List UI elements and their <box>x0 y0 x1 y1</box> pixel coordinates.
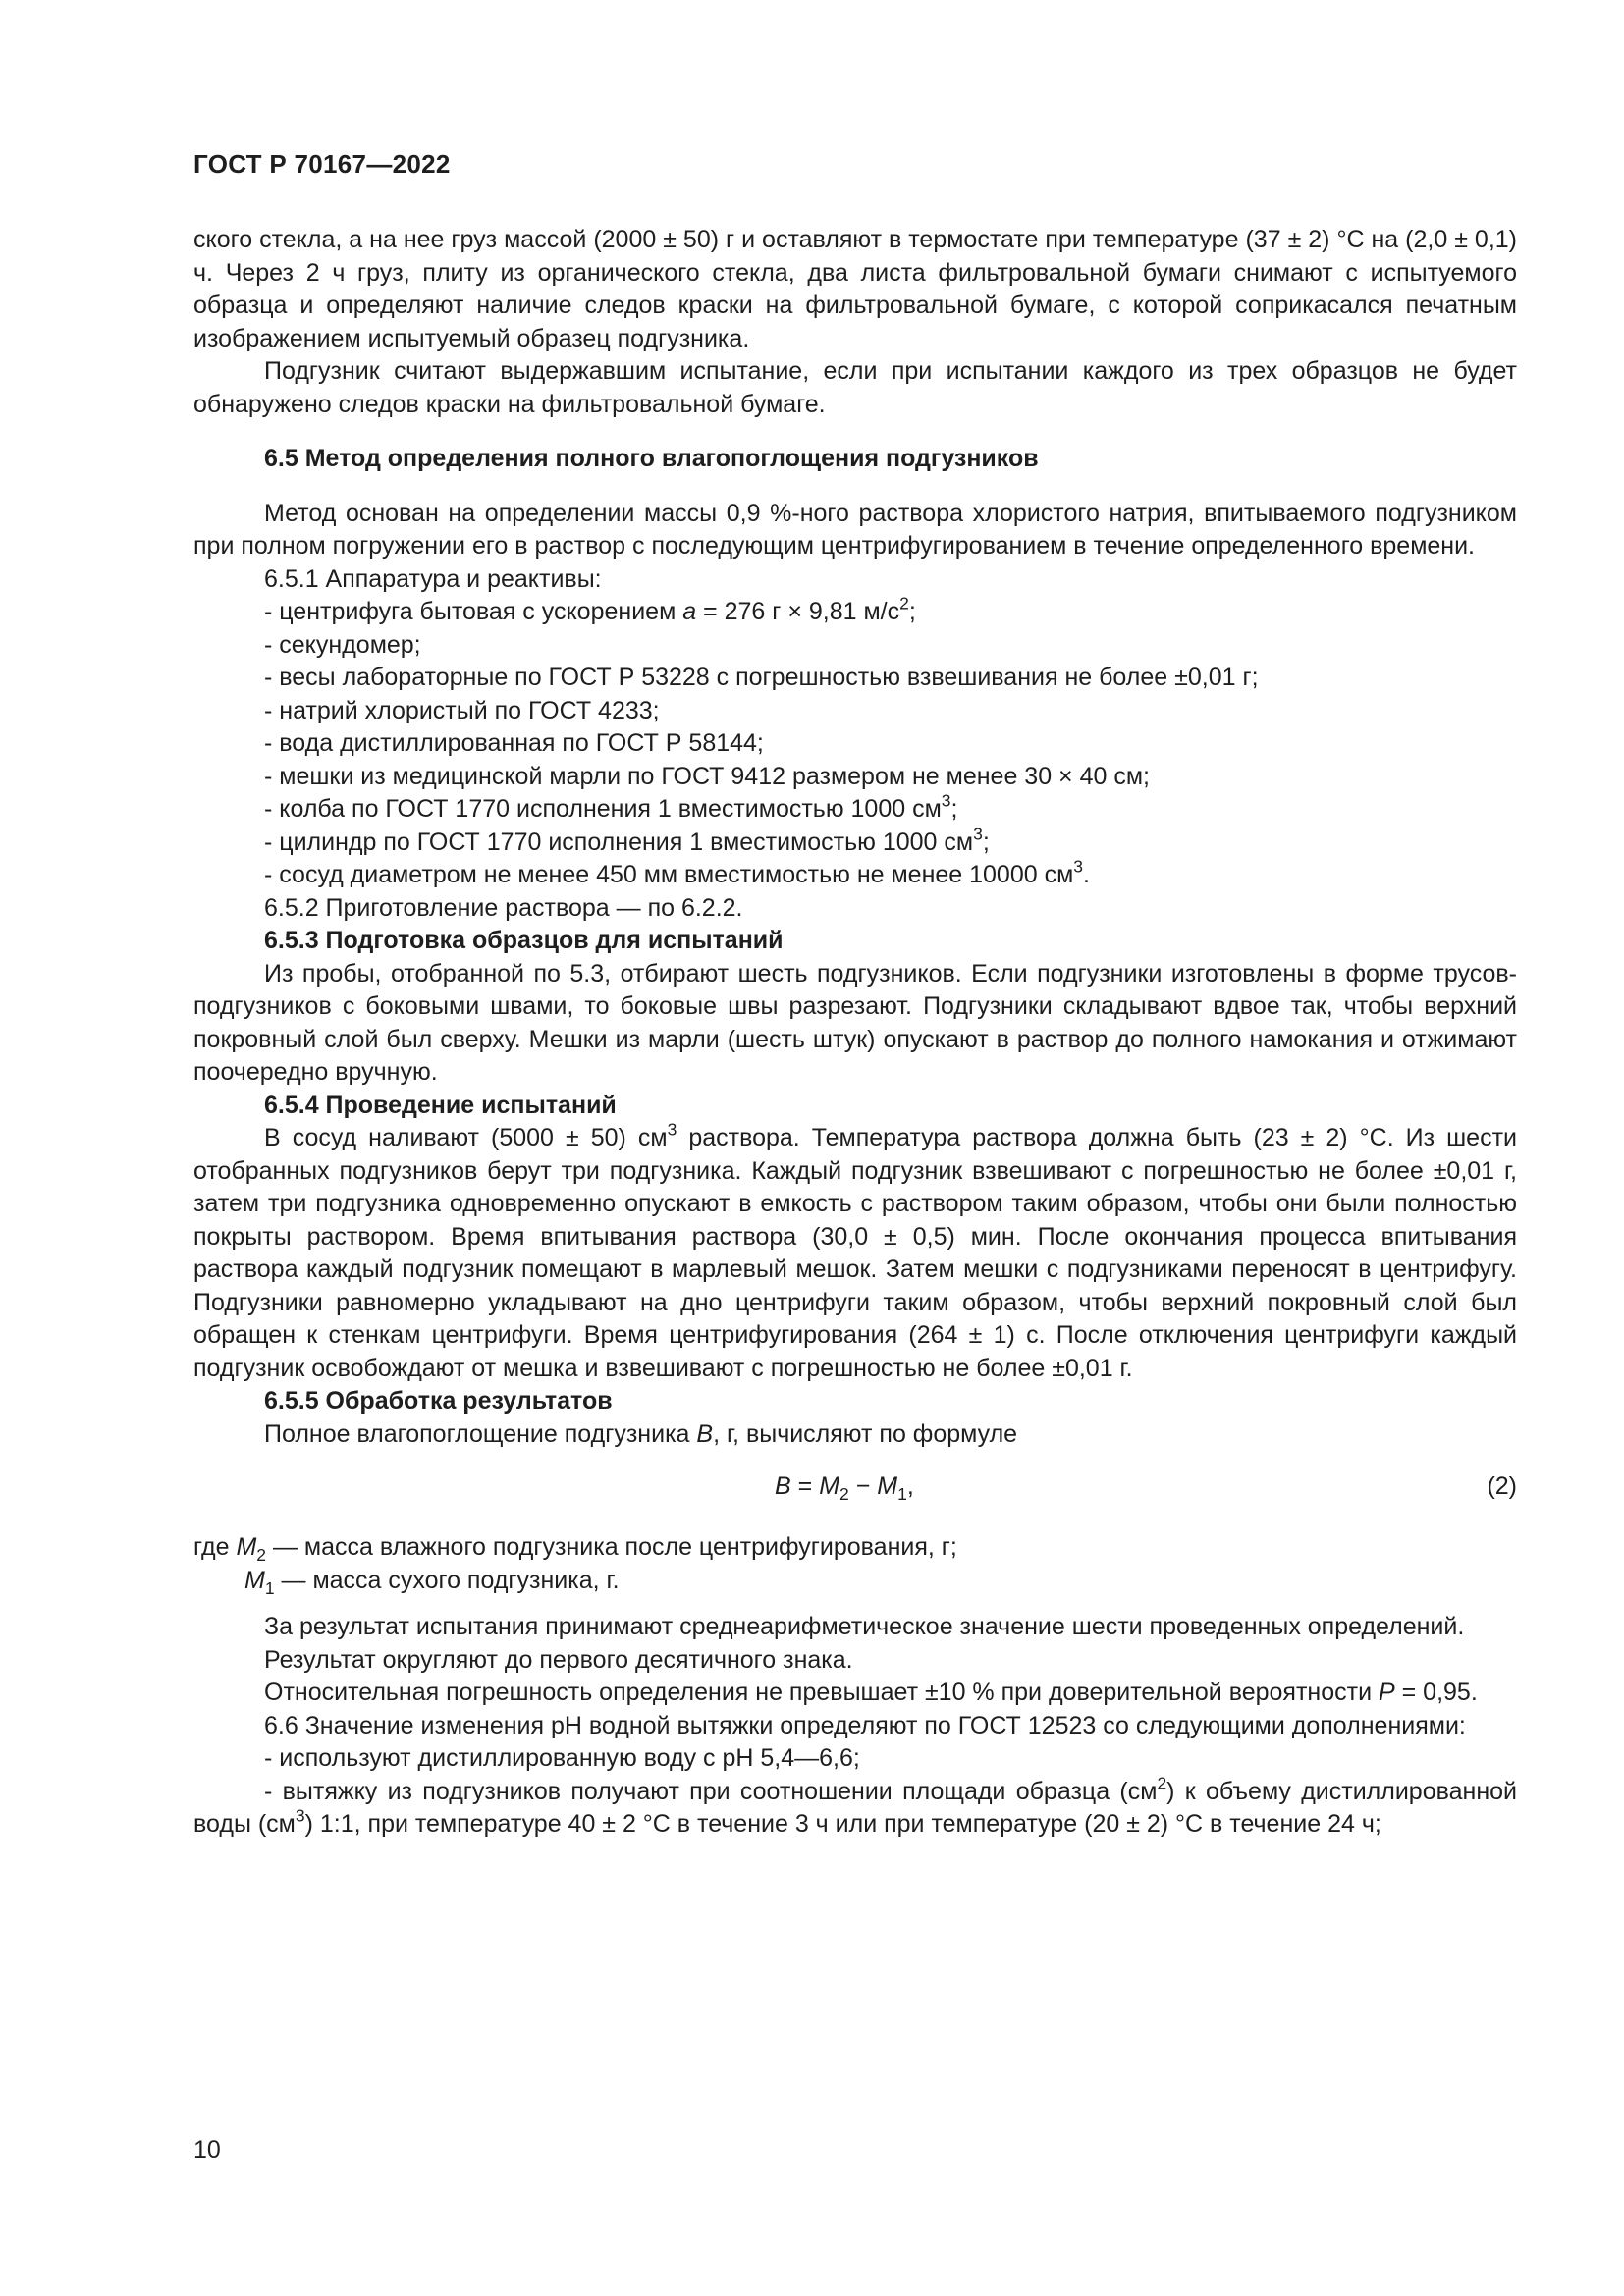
paragraph: Полное влагопоглощение подгузника B, г, вычисляют по формуле <box>264 1419 1018 1448</box>
subsection-6-5-1: 6.5.1 Аппаратура и реактивы: <box>264 564 602 593</box>
list-item: - вытяжку из подгузников получают при соотношении площади образца $(см^2)$ к объему дистиллированной воды $(см^3)$ 1:1, при температуре 40 ± 2 °C в течение 3 ч или при температуре (20 ± 2) °C в течение 24 ч; <box>193 1773 1517 1838</box>
formula <box>193 1467 1517 1520</box>
paragraph: ского стекла, а на нее груз массой (2000 ± 50) г и оставляют в термостате при температуре (37 ± 2) °C на (2,0 ± 0,1) ч. Через 2 ч груз, плиту из органического стекла, два листа фильтровальной бумаги снимают с испытуемого образца и определяют наличие следов краски на фильтровальной бумаге, с которой соприкасался печатным изображением испытуемый образец подгузника. <box>193 226 1517 352</box>
paragraph: Подгузник считают выдержавшим испытание, если при испытании каждого из трех образцов не будет обнаружено следов краски на фильтровальной бумаге. <box>193 357 1517 418</box>
document-header: ГОСТ Р 70167—2022 <box>193 149 451 179</box>
page-body <box>193 224 1517 1842</box>
list-item: - весы лабораторные по ГОСТ Р 53228 с погрешностью взвешивания не более ±0,01 г; <box>264 664 1259 691</box>
paragraph: В сосуд наливают (5000 ± 50) $см^3$ раствора. Температура раствора должна быть (23 ± 2) °C. Из шести отобранных подгузников берут три подгузника. Каждый подгузник взвешивают с погрешностью не более ±0,01 г, затем три подгузника одновременно опускают в емкость с раствором таким образом, чтобы они были полностью покрыты раствором. Время впитывания раствора (30,0 ± 0,5) мин. После окончания процесса впитывания раствора каждый подгузник помещают в марлевый мешок. Затем мешки с подгузниками переносят в центрифугу. Подгузники равномерно укладывают на дно центрифуги таким образом, чтобы верхний покровный слой был обращен к стенкам центрифуги. Время центрифугирования (264 ± 1) с. После отключения центрифуги каждый подгузник освобождают от мешка и взвешивают с погрешностью не более ±0,01 г. <box>193 1119 1517 1382</box>
list-item: - цилиндр по ГОСТ 1770 исполнения 1 вместимостью 1000 $см^3$; <box>264 824 990 856</box>
list-item: - центрифуга бытовая с ускорением a = 276 г × 9,81 $м/с^2$; <box>264 593 916 625</box>
formula-legend <box>193 1531 1517 1597</box>
formula-expression: $B = M_2 - M_1$, <box>775 1472 914 1505</box>
paragraph: Из пробы, отобранной по 5.3, отбирают шесть подгузников. Если подгузники изготовлены в форме трусов-подгузников с боковыми швами, то боковые швы разрезают. Подгузники складывают вдвое так, чтобы верхний покровный слой был сверху. Мешки из марли (шесть штук) опускают в раствор до полного намокания и отжимают поочередно вручную. <box>193 959 1517 1086</box>
legend-item: где $M_2$ — масса влажного подгузника после центрифугирования, г; <box>193 1533 957 1566</box>
list-item: - используют дистиллированную воду с pH 5,4—6,6; <box>264 1744 860 1772</box>
paragraph: Относительная погрешность определения не превышает ±10 % при доверительной вероятности P = 0,95. <box>264 1679 1478 1706</box>
subsection-heading-6-5-3: 6.5.3 Подготовка образцов для испытаний <box>264 927 784 954</box>
list-item: - вода дистиллированная по ГОСТ Р 58144; <box>264 729 764 757</box>
subsection-heading-6-5-4: 6.5.4 Проведение испытаний <box>264 1091 617 1119</box>
subsection-6-5-2: 6.5.2 Приготовление раствора — по 6.2.2. <box>264 893 743 922</box>
list-item: - натрий хлористый по ГОСТ 4233; <box>264 696 660 724</box>
section-6-6: 6.6 Значение изменения pH водной вытяжки определяют по ГОСТ 12523 со следующими дополнениями: <box>264 1711 1466 1739</box>
paragraph: Результат округляют до первого десятичного знака. <box>264 1645 853 1674</box>
subsection-heading-6-5-5: 6.5.5 Обработка результатов <box>264 1387 613 1415</box>
section-heading-6-5: 6.5 Метод определения полного влагопоглощения подгузников <box>264 445 1039 472</box>
list-item: - колба по ГОСТ 1770 исполнения 1 вместимостью 1000 $см^3$; <box>264 790 958 823</box>
legend-item: $M_1$ — масса сухого подгузника, г. <box>244 1566 620 1598</box>
paragraph: За результат испытания принимают среднеарифметическое значение шести проведенных определений. <box>264 1613 1465 1640</box>
paragraph: Метод основан на определении массы 0,9 %-ного раствора хлористого натрия, впитываемого подгузником при полном погружении его в раствор с последующим центрифугированием в течение определенного времени. <box>193 499 1517 560</box>
list-item: - сосуд диаметром не менее 450 мм вместимостью не менее 10000 $см^3$. <box>264 856 1090 888</box>
page-number: 10 <box>193 2136 221 2163</box>
formula-number: (2) <box>1487 1472 1517 1500</box>
list-item: - мешки из медицинской марли по ГОСТ 9412 размером не менее 30 × 40 см; <box>264 762 1150 790</box>
list-item: - секундомер; <box>264 630 421 659</box>
